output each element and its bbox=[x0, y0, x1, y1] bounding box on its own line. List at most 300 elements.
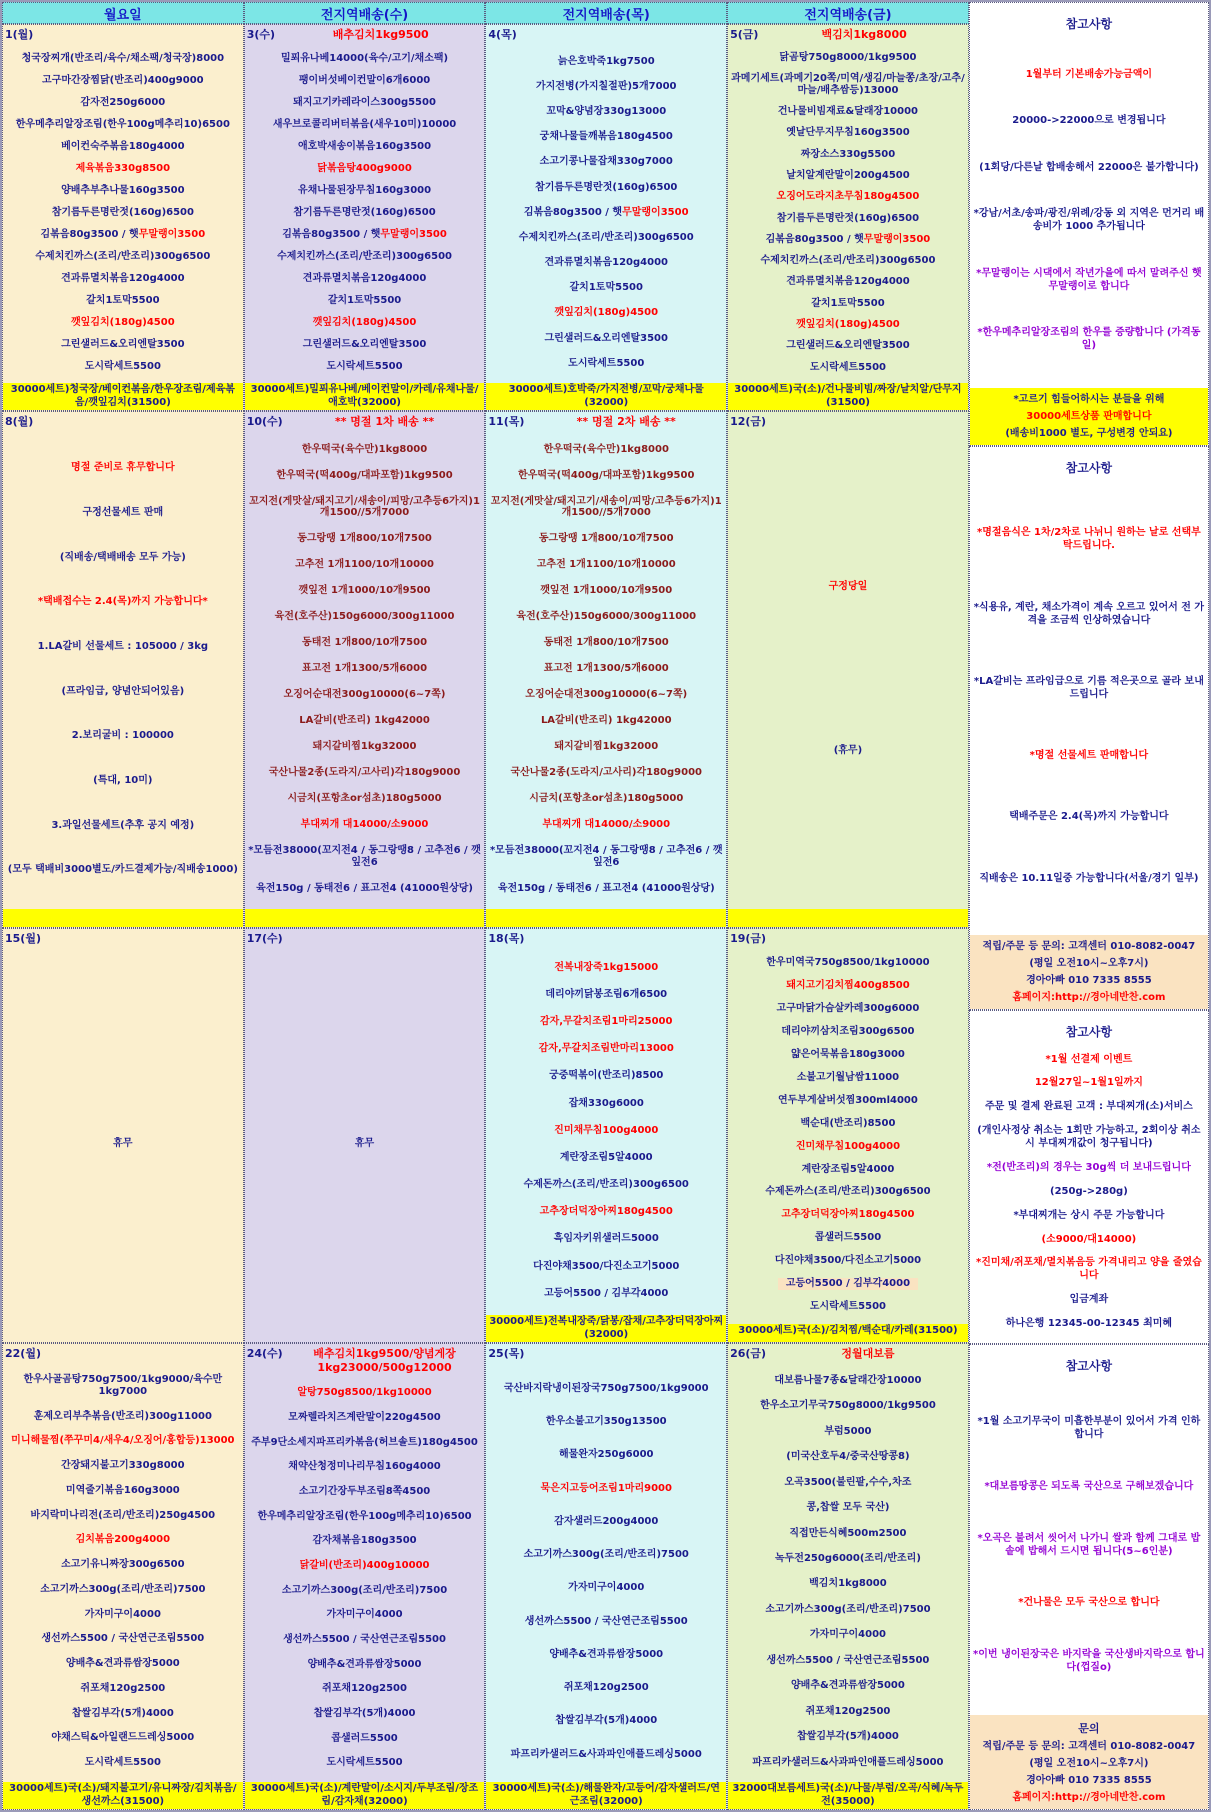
menu-item bbox=[273, 119, 456, 131]
menu-item-text: 김볶음80g3500 / 햇 bbox=[523, 206, 623, 218]
menu-item-text: 부럼5000 bbox=[824, 1425, 872, 1437]
notes-title: 참고사항 bbox=[1065, 1024, 1113, 1039]
menu-item-text: 소고기콩나물잡채330g7000 bbox=[539, 156, 673, 168]
menu-item bbox=[570, 282, 643, 294]
menu-item-text: 옛날단무지무침160g3500 bbox=[786, 127, 910, 139]
menu-item-text: 생선까스5500 / 국산연근조림5500 bbox=[41, 1633, 205, 1645]
menu-item-text: 새우브로콜리버터볶음(새우10미)10000 bbox=[272, 118, 457, 130]
menu-item-text: 찹쌀김부각(5개)4000 bbox=[313, 1707, 416, 1719]
menu-item-text: 유채나물된장무침160g3000 bbox=[297, 184, 432, 196]
menu-item-text: 팽이버섯베이컨말이6개6000 bbox=[298, 74, 431, 86]
day-cell bbox=[485, 24, 727, 411]
menu-item bbox=[284, 689, 446, 701]
menu-item-text: 무말랭이3500 bbox=[138, 228, 206, 240]
menu-item bbox=[51, 1732, 194, 1744]
menu-item bbox=[524, 1179, 689, 1191]
menu-item-text: 수제치킨까스(조리/반조리)300g6500 bbox=[518, 231, 694, 243]
menu-item-text: 쥐포채120g2500 bbox=[805, 1705, 891, 1717]
menu-item bbox=[766, 234, 931, 246]
set-bundle-footer: 30000세트)전복내장죽/닭봉/잡채/고추장더덕장아찌(32000) bbox=[486, 1315, 726, 1342]
menu-item bbox=[302, 444, 427, 456]
menu-item-text: 꼬지전(게맛살/돼지고기/새송이/피망/고추등6가지)1개1500//5개7000 bbox=[249, 495, 480, 519]
menu-item-text: 쥐포채120g2500 bbox=[563, 1682, 649, 1694]
notes-box bbox=[969, 1010, 1209, 1344]
column-header: 월요일 bbox=[2, 2, 244, 24]
menu-item-text: 육전150g / 동태전6 / 표고전4 (41000원상당) bbox=[497, 882, 715, 894]
date-text: 8(월) bbox=[5, 415, 34, 428]
menu-item-text: 데리야끼닭봉조림6개6500 bbox=[545, 988, 668, 1000]
date-label bbox=[5, 26, 241, 42]
notes-highlight bbox=[970, 1715, 1208, 1809]
menu-item-text: 데리야끼삼치조림300g6500 bbox=[781, 1026, 915, 1038]
menu-item bbox=[559, 1449, 654, 1461]
week-row bbox=[2, 928, 969, 1343]
menu-item bbox=[322, 1683, 407, 1695]
menu-item-text: 가자미구이4000 bbox=[326, 1609, 403, 1621]
menu-item bbox=[549, 1649, 663, 1661]
menu-item-text: 그린샐러드&오리엔탈3500 bbox=[61, 338, 185, 350]
note-line: *1월 소고기무국이 미흡한부분이 있어서 가격 인하합니다 bbox=[977, 1415, 1201, 1440]
menu-item bbox=[31, 1510, 216, 1522]
menu-item-text: 수제돈까스(조리/반조리)300g6500 bbox=[765, 1186, 931, 1198]
date-text: 15(월) bbox=[5, 932, 41, 945]
menu-item-text: LA갈비(반조리) 1kg42000 bbox=[540, 715, 672, 727]
menu-item bbox=[498, 883, 715, 895]
menu-item-text: 그린샐러드&오리엔탈3500 bbox=[302, 338, 427, 350]
menu-item-text: 날치알계란말이200g4500 bbox=[786, 169, 910, 181]
menu-item bbox=[288, 1412, 440, 1424]
menu-item-text: 무말랭이3500 bbox=[622, 206, 689, 218]
menu-item-text: 양배추&견과류쌈장5000 bbox=[549, 1648, 664, 1660]
menu-item bbox=[809, 1578, 887, 1590]
menu-item bbox=[540, 1206, 673, 1218]
menu-item-text: 무말랭이3500 bbox=[863, 233, 931, 245]
menu-item bbox=[730, 73, 966, 96]
menu-item-text: 도시락세트5500 bbox=[809, 361, 887, 373]
menu-item bbox=[62, 686, 185, 698]
menu-item bbox=[554, 741, 658, 753]
menu-item bbox=[302, 637, 427, 649]
menu-item-text: 연두부게살버섯찜300ml4000 bbox=[778, 1094, 918, 1106]
calendar-body bbox=[2, 24, 969, 1810]
menu-item bbox=[66, 1485, 180, 1497]
menu-item bbox=[789, 1528, 906, 1540]
calendar bbox=[2, 2, 969, 1810]
date-label bbox=[488, 26, 724, 42]
notes-body bbox=[973, 34, 1205, 386]
menu-item-text: 꼬지전(게맛살/돼지고기/새송이/피망/고추등6가지)1개1500//5개7000 bbox=[490, 495, 722, 519]
note-line: 적립/주문 등 문의: 고객센터 010-8082-0047 bbox=[982, 940, 1196, 952]
menu-item bbox=[781, 1209, 914, 1221]
menu-item bbox=[488, 496, 724, 519]
note-line: 1월부터 기본배송가능금액이 bbox=[1025, 68, 1153, 80]
menu-item-text: 깻잎전 1개1000/10개9500 bbox=[298, 585, 431, 597]
menu-item bbox=[93, 775, 152, 787]
note-line: 12월27일~1월1일까지 bbox=[1034, 1077, 1143, 1089]
date-label bbox=[5, 1345, 241, 1361]
menu-item bbox=[536, 81, 677, 93]
note-line: *LA갈비는 프라임급으로 기름 적은곳으로 골라 보내드립니다 bbox=[973, 675, 1204, 700]
menu-item-text: 해물완자250g6000 bbox=[558, 1449, 654, 1461]
date-note: 배추김치1kg9500 bbox=[332, 28, 429, 41]
note-line: (개인사정상 취소는 1회만 가능하고, 2회이상 취소시 부대찌개값이 청구됩니다) bbox=[977, 1125, 1201, 1150]
menu-item-text: 도시락세트5500 bbox=[809, 1301, 887, 1312]
menu-item-text: 고등어5500 / 김부각4000 bbox=[778, 1278, 918, 1290]
menu-item-text: 훈제오리부추볶음(반조리)300g11000 bbox=[33, 1410, 212, 1422]
menu-item bbox=[277, 251, 452, 263]
menu-item bbox=[560, 1152, 653, 1164]
menu-item-text: 한우메추리알장조림(한우100g메추리10)6500 bbox=[15, 118, 230, 130]
set-bundle-footer: 30000세트)밀푀유나베/베이컨말이/카레/유채나물/애호박(32000) bbox=[245, 383, 485, 410]
menu-item bbox=[524, 207, 689, 219]
menu-item bbox=[752, 1757, 943, 1769]
menu-item-text: 도시락세트5500 bbox=[326, 1757, 403, 1769]
day-cell bbox=[485, 1343, 727, 1810]
menu-item-text: 김치볶음200g4000 bbox=[75, 1534, 171, 1546]
menu-item-text: 고추전 1개1100/10개10000 bbox=[536, 559, 676, 571]
date-label bbox=[247, 1345, 483, 1374]
date-label bbox=[247, 930, 483, 946]
menu-item bbox=[300, 1560, 430, 1572]
note-line: (평일 오전10시~오후7시) bbox=[1029, 957, 1149, 969]
notes-column bbox=[969, 2, 1209, 1810]
menu-item bbox=[554, 307, 658, 319]
menu-item bbox=[293, 207, 435, 219]
note-line: 홈페이지:http://경아네반찬.com bbox=[1012, 991, 1166, 1003]
menu-item-text: 깻잎김치(180g)4500 bbox=[312, 316, 417, 328]
menu-item-text: 국산바지락냉이된장국750g7500/1kg9000 bbox=[503, 1382, 709, 1394]
note-line: *대보름땅콩은 되도록 국산으로 구해보겠습니다 bbox=[984, 1480, 1194, 1492]
menu-item-text: 양배추&견과류쌈장5000 bbox=[791, 1680, 905, 1692]
date-note: 정월대보름 bbox=[841, 1347, 895, 1360]
menu-item bbox=[61, 1460, 184, 1472]
note-line: *강남/서초/송파/광진/위례/강동 외 지역은 먼거리 배송비가 1000 추가됩니다 bbox=[973, 208, 1205, 233]
menu-item bbox=[801, 149, 896, 161]
note-line: *무말랭이는 시댁에서 작년가을에 따서 말려주신 햇무말랭이로 합니다 bbox=[976, 267, 1202, 292]
menu-item bbox=[301, 819, 429, 831]
menu-item bbox=[11, 1435, 234, 1447]
menu-item bbox=[774, 1375, 921, 1387]
menu-item-text: 감자,무갈치조림반마리13000 bbox=[538, 1043, 674, 1055]
notes-title: 참고사항 bbox=[1065, 1359, 1113, 1374]
menu-item-text: 도시락세트5500 bbox=[84, 1757, 161, 1768]
menu-item-text: 가자미구이4000 bbox=[809, 1629, 887, 1641]
notes-box bbox=[969, 2, 1209, 446]
menu-item bbox=[535, 182, 677, 194]
menu-item-text: 쥐포채120g2500 bbox=[322, 1683, 407, 1695]
menu-item-text: 궁채나물들깨볶음180g4500 bbox=[539, 131, 673, 143]
menu-item-text: 시금치(포항초or섬초)180g5000 bbox=[287, 793, 442, 805]
menu-item-text: 야채스틱&아일랜드드레싱5000 bbox=[51, 1732, 195, 1744]
menu-item-text: 오징어순대전300g10000(6~7쪽) bbox=[283, 689, 446, 701]
notes-body bbox=[973, 1376, 1205, 1713]
date-label bbox=[730, 413, 966, 429]
notes-highlight bbox=[970, 388, 1208, 445]
menu-item bbox=[542, 819, 670, 831]
menu-item bbox=[282, 229, 447, 241]
menu-item-text: 육전(호주산)150g6000/300g11000 bbox=[274, 611, 455, 623]
menu-item bbox=[524, 1549, 689, 1561]
menu-item bbox=[540, 585, 672, 597]
set-bundle-footer: 30000세트)청국장/베이컨볶음/한우장조림/제육볶음/깻잎김치(31500) bbox=[3, 383, 243, 410]
menu-item-text: 동태전 1개800/10개7500 bbox=[302, 637, 428, 649]
menu-item bbox=[541, 1483, 672, 1495]
note-line: 하나은행 12345-00-12345 최미혜 bbox=[1005, 1318, 1173, 1330]
menu-item-text: 돼지고기김치찜400g8500 bbox=[786, 980, 910, 992]
note-line: *명절음식은 1차/2차로 나뉘니 원하는 날로 선택부탁드립니다. bbox=[977, 527, 1201, 552]
date-note: 배추김치1kg9500/양념게장1kg23000/500g12000 bbox=[313, 1347, 456, 1374]
menu-item-text: 동그랑땡 1개800/10개7500 bbox=[297, 533, 432, 545]
menu-item-text: 양배추&견과류쌈장5000 bbox=[307, 1658, 422, 1670]
menu-item-text: 깻잎김치(180g)4500 bbox=[796, 319, 900, 331]
menu-item bbox=[297, 533, 432, 545]
menu-item-text: 국산나물2종(도라지/고사리)각180g9000 bbox=[510, 767, 703, 779]
menu-item-text: 한우사골곰탕750g7500/1kg9000/육수만1kg7000 bbox=[23, 1374, 223, 1397]
note-line: *명절 선물세트 판매합니다 bbox=[1029, 750, 1149, 762]
note-line: (소9000/대14000) bbox=[1041, 1233, 1137, 1245]
menu-item-text: 미니해물찜(쭈꾸미4/새우4/오징어/홍합등)13000 bbox=[11, 1435, 235, 1447]
menu-item-text: 견과류멸치볶음120g4000 bbox=[302, 272, 427, 284]
menu-item-text: 고추전 1개1100/10개10000 bbox=[295, 559, 434, 571]
menu-item-text: 갈치1토막5500 bbox=[811, 297, 885, 309]
menu-item bbox=[791, 1680, 905, 1692]
menu-item-text: 수제치킨까스(조리/반조리)300g6500 bbox=[760, 255, 936, 267]
menu-item-text: 한우떡국(떡400g/대파포함)1kg9500 bbox=[518, 469, 695, 481]
menu-item-text: 갈치1토막5500 bbox=[327, 294, 402, 306]
date-label bbox=[488, 1345, 724, 1361]
menu-item bbox=[760, 255, 935, 267]
menu-item-text: (휴무) bbox=[833, 745, 863, 757]
menu-item-text: 오징어순대전300g10000(6~7쪽) bbox=[525, 689, 688, 701]
menu-item bbox=[802, 1164, 895, 1176]
menu-item bbox=[539, 1043, 674, 1055]
set-bundle-footer bbox=[486, 909, 726, 927]
menu-item-text: 얇은어묵볶음180g3000 bbox=[791, 1049, 905, 1061]
menu-item bbox=[511, 1749, 702, 1761]
menu-item-text: 부대찌개 대14000/소9000 bbox=[542, 819, 671, 831]
date-text: 25(목) bbox=[488, 1347, 525, 1360]
menu-item-text: 참기름두른명란젓(160g)6500 bbox=[535, 181, 678, 193]
menu-item-text: 닭볶음탕400g9000 bbox=[317, 162, 412, 174]
day-cell bbox=[244, 411, 486, 928]
day-cell bbox=[244, 24, 486, 411]
menu-item-text: 모짜렐라치즈계란말이220g4500 bbox=[288, 1411, 441, 1423]
menu-item-text: 견과류멸치볶음120g4000 bbox=[544, 257, 668, 269]
menu-item bbox=[806, 1502, 889, 1514]
menu-item bbox=[533, 1261, 679, 1273]
menu-item bbox=[525, 1616, 688, 1628]
menu-item bbox=[554, 962, 658, 974]
menu-item-text: 잡채330g6000 bbox=[568, 1097, 644, 1109]
menu-item bbox=[797, 1072, 899, 1084]
menu-item bbox=[786, 1451, 909, 1463]
menu-item-text: 무말랭이3500 bbox=[380, 228, 447, 240]
menu-item bbox=[564, 1682, 649, 1694]
day-cell bbox=[727, 411, 969, 928]
date-label bbox=[730, 1345, 966, 1361]
menu-item bbox=[85, 1609, 161, 1621]
menu-item bbox=[569, 1098, 644, 1110]
menu-item-text: 건나물비빔재료&달래장10000 bbox=[777, 105, 918, 117]
set-bundle-footer: 32000대보름세트)국(소)/나물/부럼/오곡/식혜/녹두전(35000) bbox=[728, 1782, 968, 1809]
menu-item-text: 파프리카샐러드&사과파인애플드레싱5000 bbox=[510, 1748, 702, 1760]
menu-item-text: 소고기유니짜장300g6500 bbox=[61, 1559, 185, 1570]
menu-item bbox=[295, 559, 434, 571]
menu-item-text: 짜장소스330g5500 bbox=[800, 148, 896, 160]
menu-item bbox=[554, 1233, 659, 1245]
menu-item bbox=[540, 1016, 673, 1028]
menu-item-text: 동태전 1개800/10개7500 bbox=[543, 637, 669, 649]
menu-item bbox=[540, 156, 673, 168]
date-label bbox=[730, 930, 966, 946]
menu-item bbox=[256, 883, 473, 895]
menu-item bbox=[76, 163, 171, 175]
menu-item-text: 가지전병(가지칠절판)5개7000 bbox=[535, 80, 677, 92]
date-text: 10(수) bbox=[246, 415, 283, 428]
menu-item-text: 콥샐러드5500 bbox=[814, 1232, 882, 1244]
date-label bbox=[5, 930, 241, 946]
menu-item bbox=[796, 1141, 900, 1153]
menu-item bbox=[303, 273, 426, 285]
menu-item bbox=[275, 611, 455, 623]
menu-item-text: 갈치1토막5500 bbox=[569, 282, 643, 294]
note-line: (1회당/다른날 합배송해서 22000은 불가합니다) bbox=[979, 161, 1199, 173]
menu-item-text: 녹두전250g6000(조리/반조리) bbox=[774, 1553, 921, 1564]
menu-item bbox=[282, 1585, 447, 1597]
set-bundle-footer bbox=[3, 909, 243, 927]
date-note: ** 명절 1차 배송 ** bbox=[334, 415, 435, 428]
menu-item-text: 생선까스5500 / 국산연근조림5500 bbox=[766, 1654, 930, 1666]
menu-item-text: 소고기까스300g(조리/반조리)7500 bbox=[40, 1583, 206, 1595]
menu-item-text: 한우떡국(육수만)1kg8000 bbox=[543, 443, 669, 455]
menu-item-text: 감자채볶음180g3500 bbox=[312, 1535, 417, 1547]
menu-item bbox=[765, 1186, 930, 1198]
menu-item bbox=[810, 1301, 886, 1313]
menu-item bbox=[544, 1288, 668, 1300]
menu-item-text: 1.LA갈비 선물세트 : 105000 / 3kg bbox=[37, 640, 209, 652]
menu-item-text: 쥐포채120g2500 bbox=[80, 1682, 166, 1694]
menu-list bbox=[5, 429, 241, 909]
menu-item bbox=[293, 97, 436, 109]
menu-item bbox=[541, 715, 672, 727]
menu-item bbox=[38, 596, 208, 608]
menu-item-text: 청국장찌개(반조리/육수/채소팩/청국장)8000 bbox=[21, 52, 225, 64]
menu-item-text: *택배접수는 2.4(목)까지 가능합니다* bbox=[37, 596, 208, 608]
date-label bbox=[247, 26, 483, 42]
date-text: 11(목) bbox=[488, 415, 525, 428]
menu-item bbox=[791, 1049, 905, 1061]
menu-item bbox=[257, 1511, 471, 1523]
menu-item-text: 다진야채3500/다진소고기5000 bbox=[533, 1260, 680, 1272]
note-line: (250g->280g) bbox=[1050, 1185, 1128, 1197]
menu-item bbox=[786, 170, 909, 182]
menu-item bbox=[537, 559, 676, 571]
menu-item bbox=[113, 1138, 132, 1150]
menu-item bbox=[568, 358, 644, 370]
menu-item-text: 닭갈비(반조리)400g10000 bbox=[299, 1559, 430, 1571]
note-line: *건나물은 모두 국산으로 합니다 bbox=[1018, 1597, 1160, 1609]
menu-item bbox=[777, 213, 919, 225]
menu-item-text: 시금치(포항초or섬초)180g5000 bbox=[529, 793, 684, 805]
menu-item bbox=[760, 1400, 936, 1412]
menu-item bbox=[302, 663, 427, 675]
menu-item-text: 도시락세트5500 bbox=[84, 360, 161, 372]
menu-item bbox=[61, 185, 184, 197]
menu-item-text: 밀푀유나베14000(육수/고기/채소팩) bbox=[280, 52, 449, 64]
menu-item bbox=[539, 533, 674, 545]
day-cell bbox=[2, 928, 244, 1343]
menu-item-text: 소불고기월남쌈11000 bbox=[796, 1071, 900, 1083]
menu-item bbox=[544, 663, 669, 675]
menu-item bbox=[796, 319, 900, 331]
menu-item-text: 김볶음80g3500 / 햇 bbox=[282, 228, 381, 240]
menu-item bbox=[326, 361, 402, 373]
menu-item bbox=[61, 1559, 184, 1571]
day-cell bbox=[485, 928, 727, 1343]
notes-title: 참고사항 bbox=[1065, 17, 1113, 31]
menu-item-text: 깻잎김치(180g)4500 bbox=[554, 307, 659, 319]
date-note: ** 명절 2차 배송 ** bbox=[576, 415, 676, 428]
menu-item bbox=[568, 1582, 644, 1594]
menu-item bbox=[504, 1383, 709, 1395]
menu-item bbox=[777, 1003, 920, 1015]
menu-item bbox=[40, 1584, 205, 1596]
menu-list bbox=[488, 42, 724, 383]
date-text: 17(수) bbox=[246, 932, 283, 945]
menu-item bbox=[488, 845, 724, 868]
menu-item-text: 표고전 1개1300/5개6000 bbox=[543, 663, 669, 675]
menu-list bbox=[488, 429, 724, 909]
date-text: 19(금) bbox=[730, 932, 767, 945]
menu-item bbox=[767, 1655, 930, 1667]
menu-item-text: LA갈비(반조리) 1kg42000 bbox=[299, 715, 430, 727]
menu-item bbox=[80, 1683, 165, 1695]
menu-item-text: 가자미구이4000 bbox=[568, 1582, 645, 1594]
menu-item-text: 구정당일 bbox=[828, 581, 868, 593]
menu-item bbox=[317, 163, 412, 175]
menu-item-text: 한우메추리알장조림(한우100g메추리10)6500 bbox=[257, 1510, 472, 1522]
menu-list bbox=[247, 1374, 483, 1782]
menu-item bbox=[72, 1708, 174, 1720]
menu-item-text: 계란장조림5알4000 bbox=[559, 1151, 653, 1163]
menu-item-text: (특대, 10미) bbox=[93, 774, 153, 786]
menu-item-text: 육전(호주산)150g6000/300g11000 bbox=[516, 611, 697, 623]
menu-item-text: 휴무 bbox=[113, 1137, 133, 1149]
menu-item bbox=[61, 273, 184, 285]
column-header: 전지역배송(수) bbox=[244, 2, 486, 24]
menu-item-text: 한우미역국750g8500/1kg10000 bbox=[766, 957, 930, 969]
menu-item bbox=[66, 1658, 180, 1670]
menu-item bbox=[283, 1634, 446, 1646]
menu-item-text: 미역줄기볶음160g3000 bbox=[65, 1484, 180, 1496]
menu-item-text: 견과류멸치볶음120g4000 bbox=[61, 272, 185, 284]
menu-item-text: 가자미구이4000 bbox=[84, 1608, 161, 1620]
menu-item-text: 수제치킨까스(조리/반조리)300g6500 bbox=[35, 250, 211, 262]
menu-item-text: 견과류멸치볶음120g4000 bbox=[786, 276, 910, 288]
menu-item-text: 묵은지고등어조림1마리9000 bbox=[540, 1482, 672, 1494]
menu-item-text: 찹쌀김부각(5개)4000 bbox=[555, 1715, 658, 1727]
menu-item-text: 참기름두른명란젓(160g)6500 bbox=[776, 212, 920, 224]
menu-item-text: 찹쌀김부각(5개)4000 bbox=[797, 1731, 899, 1743]
menu-item-text: 깻잎전 1개1000/10개9500 bbox=[540, 585, 673, 597]
menu-item-text: 소고기까스300g(조리/반조리)7500 bbox=[523, 1549, 689, 1561]
menu-item bbox=[778, 1278, 918, 1290]
menu-item-text: 수제치킨까스(조리/반조리)300g6500 bbox=[277, 250, 452, 262]
menu-item-text: 돼지갈비찜1kg32000 bbox=[312, 741, 417, 753]
menu-item bbox=[765, 1604, 930, 1616]
menu-item bbox=[76, 1534, 171, 1546]
menu-item-text: (프라임급, 양념안되어있음) bbox=[61, 685, 185, 697]
